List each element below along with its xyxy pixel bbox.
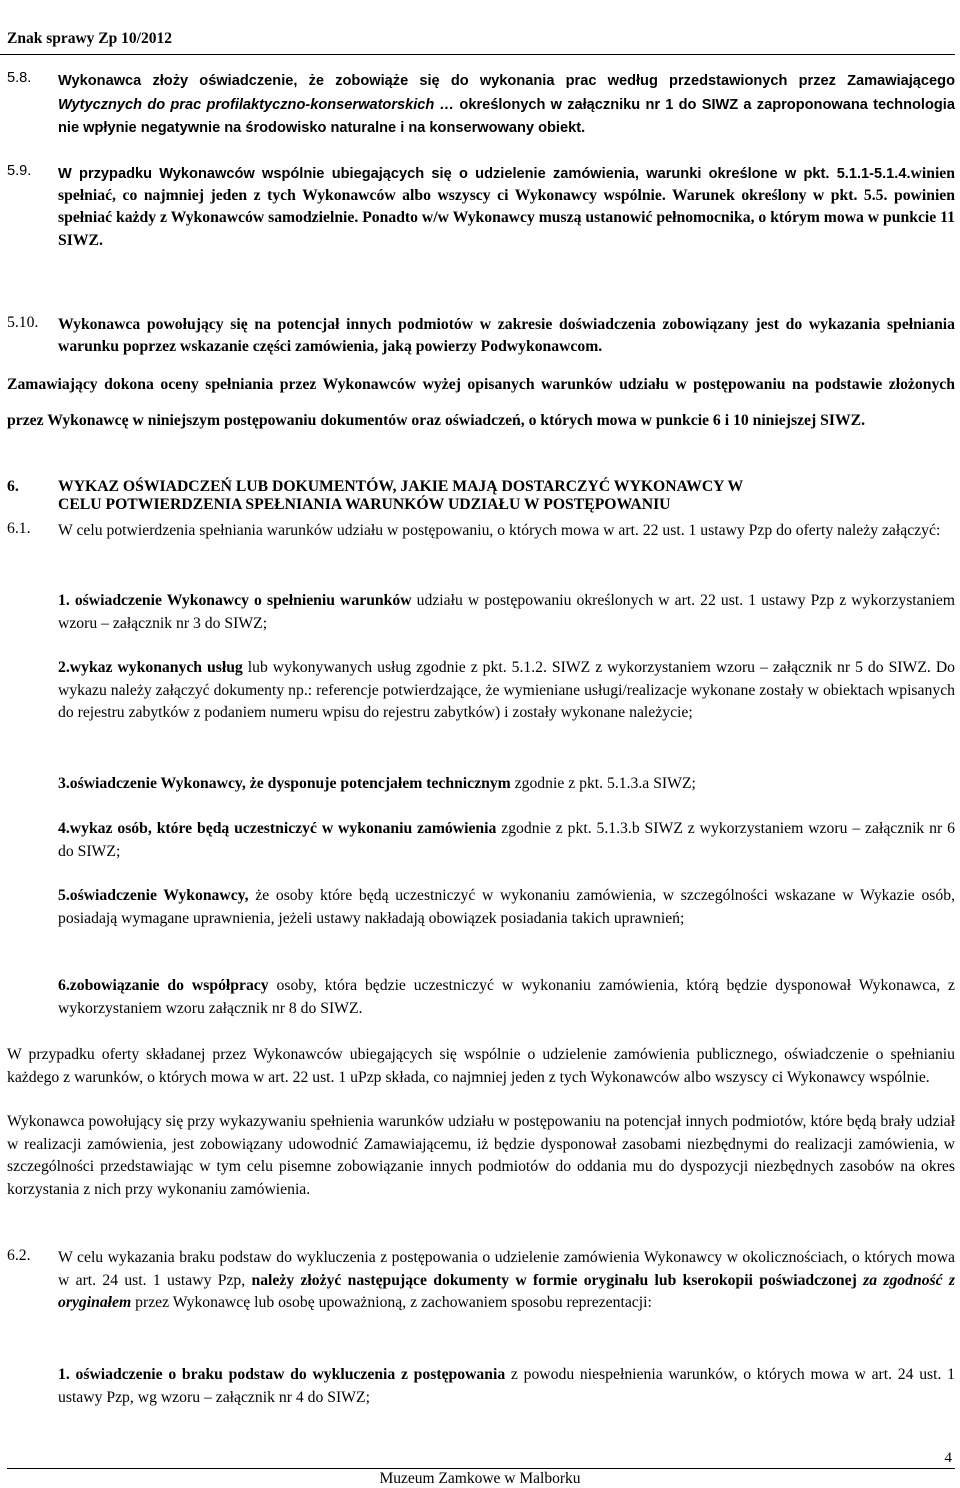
item-4-rest: zgodnie z pkt. 5.1.3.b SIWZ z wykorzystaniem wzoru – załącznik nr 6 do SIWZ; <box>58 820 955 860</box>
list-item <box>58 773 955 796</box>
item-1-bold: 1. oświadczenie Wykonawcy o spełnieniu warunków <box>58 592 412 609</box>
section-5-10-number: 5.10. <box>7 314 39 331</box>
section-6-1-text: W celu potwierdzenia spełniania warunków udziału w postępowaniu, o których mowa w art. 22 ust. 1 ustawy Pzp do oferty należy załączyć: <box>58 522 941 539</box>
s62-d: przez Wykonawcę lub osobę upoważnioną, z zachowaniem sposobu reprezentacji: <box>131 1294 652 1311</box>
s62-item-rest: z powodu niespełnienia warunków, o których mowa w art. 24 ust. 1 ustawy Pzp, wg wzoru – załącznik nr 4 do SIWZ; <box>58 1366 955 1406</box>
section-6-2-number: 6.2. <box>7 1247 31 1264</box>
list-item <box>58 1364 955 1409</box>
item-2-rest: lub wykonywanych usług zgodnie z pkt. 5.1.2. SIWZ z wykorzystaniem wzoru – załącznik nr 5 do SIWZ. Do wykazu należy załączyć dokumenty np.: referencje potwierdzające, że wymieniane usługi/realizacje wykonane zostały w obiektach wpisanych do rejestru zabytków z podaniem numeru wpisu do rejestru zabytków) i zostały wykonane należycie; <box>58 659 956 721</box>
section-6-title-line2: CELU POTWIERDZENIA SPEŁNIANIA WARUNKÓW UDZIAŁU W POSTĘPOWANIU <box>58 496 671 513</box>
section-5-9-text <box>58 163 955 252</box>
section-6-1-number: 6.1. <box>7 520 31 537</box>
item-5-rest: że osoby które będą uczestniczyć w wykonaniu zamówienia, w szczególności wskazane w Wykazie osób, posiadają wymagane uprawnienia, jeżeli ustawy nakładają obowiązek posiadania takich uprawnień; <box>58 887 955 927</box>
section-6-number: 6. <box>7 478 19 495</box>
item-3-bold: 3.oświadczenie Wykonawcy, że dysponuje potencjałem technicznym <box>58 775 511 792</box>
page-number: 4 <box>944 1450 952 1466</box>
case-number: Znak sprawy Zp 10/2012 <box>7 30 172 47</box>
section-6-title <box>58 478 955 514</box>
s59-a: W przypadku Wykonawców wspólnie ubiegających się o udzielenie zamówienia, warunki określone w pkt. 5.1.1-5.1.4. <box>58 166 911 182</box>
s58-guidelines: Wytycznych do prac profilaktyczno-konserwatorskich … <box>58 96 455 113</box>
item-5-bold: 5.oświadczenie Wykonawcy, <box>58 887 249 904</box>
section-5-8-number: 5.8. <box>7 70 32 86</box>
section-6-title-line1: WYKAZ OŚWIADCZEŃ LUB DOKUMENTÓW, JAKIE MAJĄ DOSTARCZYĆ WYKONAWCY W <box>58 478 744 495</box>
item-6-bold: 6.zobowiązanie do współpracy <box>58 977 269 994</box>
footer-rule <box>7 1468 955 1469</box>
reliance-paragraph: Wykonawca powołujący się przy wykazywaniu spełnienia warunków udziału w postępowaniu na potencjał innych podmiotów, które będą brały udział w realizacji zamówienia, jest zobowiązany udowodnić Zamawiającemu, iż będzie dysponował zasobami niezbędnymi do realizacji zamówienia, w szczególności przedstawiając w tym celu pisemne zobowiązanie innych podmiotów do oddania mu do dyspozycji niezbędnych zasobów na okres korzystania z nich przy wykonaniu zamówienia. <box>7 1113 955 1198</box>
item-6-rest: osoby, która będzie uczestniczyć w wykonaniu zamówienia, którą będzie dysponował Wykonawca, z wykorzystaniem wzoru załącznik nr 8 do SIWZ. <box>58 977 955 1017</box>
section-6-2-text <box>58 1247 955 1315</box>
joint-bidders-paragraph: W przypadku oferty składanej przez Wykonawców ubiegających się wspólnie o udzielenie zamówienia publicznego, oświadczenie o spełnianiu każdego z warunków, o których mowa w art. 22 ust. 1 uPzp składa, co najmniej jeden z tych Wykonawców albo wszyscy ci Wykonawcy wspólnie. <box>7 1046 955 1086</box>
s58-a: Wykonawca złoży oświadczenie, że zobowiąże się do wykonania prac według przedstawionych przez Zamawiającego <box>58 73 955 89</box>
item-1-rest: udziału w postępowaniu określonych w art. 22 ust. 1 ustawy Pzp z wykorzystaniem wzoru – załącznik nr 3 do SIWZ; <box>58 592 955 632</box>
item-2-bold: 2.wykaz wykonanych usług <box>58 659 243 676</box>
section-5-10-text: Wykonawca powołujący się na potencjał innych podmiotów w zakresie doświadczenia zobowiązany jest do wykazania spełniania warunku poprzez wskazanie części zamówienia, jaką powierzy Podwykonawcom. <box>58 316 955 355</box>
section-5-8-text <box>58 70 955 141</box>
footer-organization: Muzeum Zamkowe w Malborku <box>379 1470 581 1487</box>
s62-item-bold: 1. oświadczenie o braku podstaw do wykluczenia z postępowania <box>58 1366 506 1383</box>
list-item <box>58 590 955 635</box>
s58-c: określonych w załączniku nr 1 do SIWZ a zaproponowana technologia nie wpłynie negatywnie na środowisko naturalne i na konserwowany obiekt. <box>58 96 955 136</box>
s62-a: W celu wykazania braku podstaw do wykluczenia z postępowania o udzielenie zamówienia Wykonawcy w okolicznościach, o których mowa w art. 24 ust. 1 ustawy Pzp, <box>58 1249 955 1289</box>
assessment-paragraph: Zamawiający dokona oceny spełniania przez Wykonawców wyżej opisanych warunków udziału w postępowaniu na podstawie złożonych przez Wykonawcę w niniejszym postępowaniu dokumentów oraz oświadczeń, o których mowa w punkcie 6 i 10 niniejszej SIWZ. <box>7 376 955 429</box>
list-item <box>58 818 955 863</box>
item-4-bold: 4.wykaz osób, które będą uczestniczyć w wykonaniu zamówienia <box>58 820 497 837</box>
s62-c: za zgodność z oryginałem <box>58 1271 956 1311</box>
item-3-rest: zgodnie z pkt. 5.1.3.a SIWZ; <box>510 775 696 792</box>
list-item <box>58 975 955 1020</box>
list-item <box>58 885 955 930</box>
s62-b: należy złożyć następujące dokumenty w formie oryginału lub kserokopii poświadczonej <box>251 1271 857 1289</box>
list-item <box>58 657 955 725</box>
header-rule <box>0 54 955 55</box>
s59-b: winien spełniać, co najmniej jeden z tych Wykonawców albo wszyscy ci Wykonawcy wspólnie. Warunek określony w pkt. 5.5. powinien spełniać każdy z Wykonawców samodzielnie. Ponadto w/w Wykonawcy muszą ustanowić pełnomocnika, o którym mowa w punkcie 11 SIWZ. <box>58 165 955 249</box>
section-5-9-number: 5.9. <box>7 163 32 179</box>
